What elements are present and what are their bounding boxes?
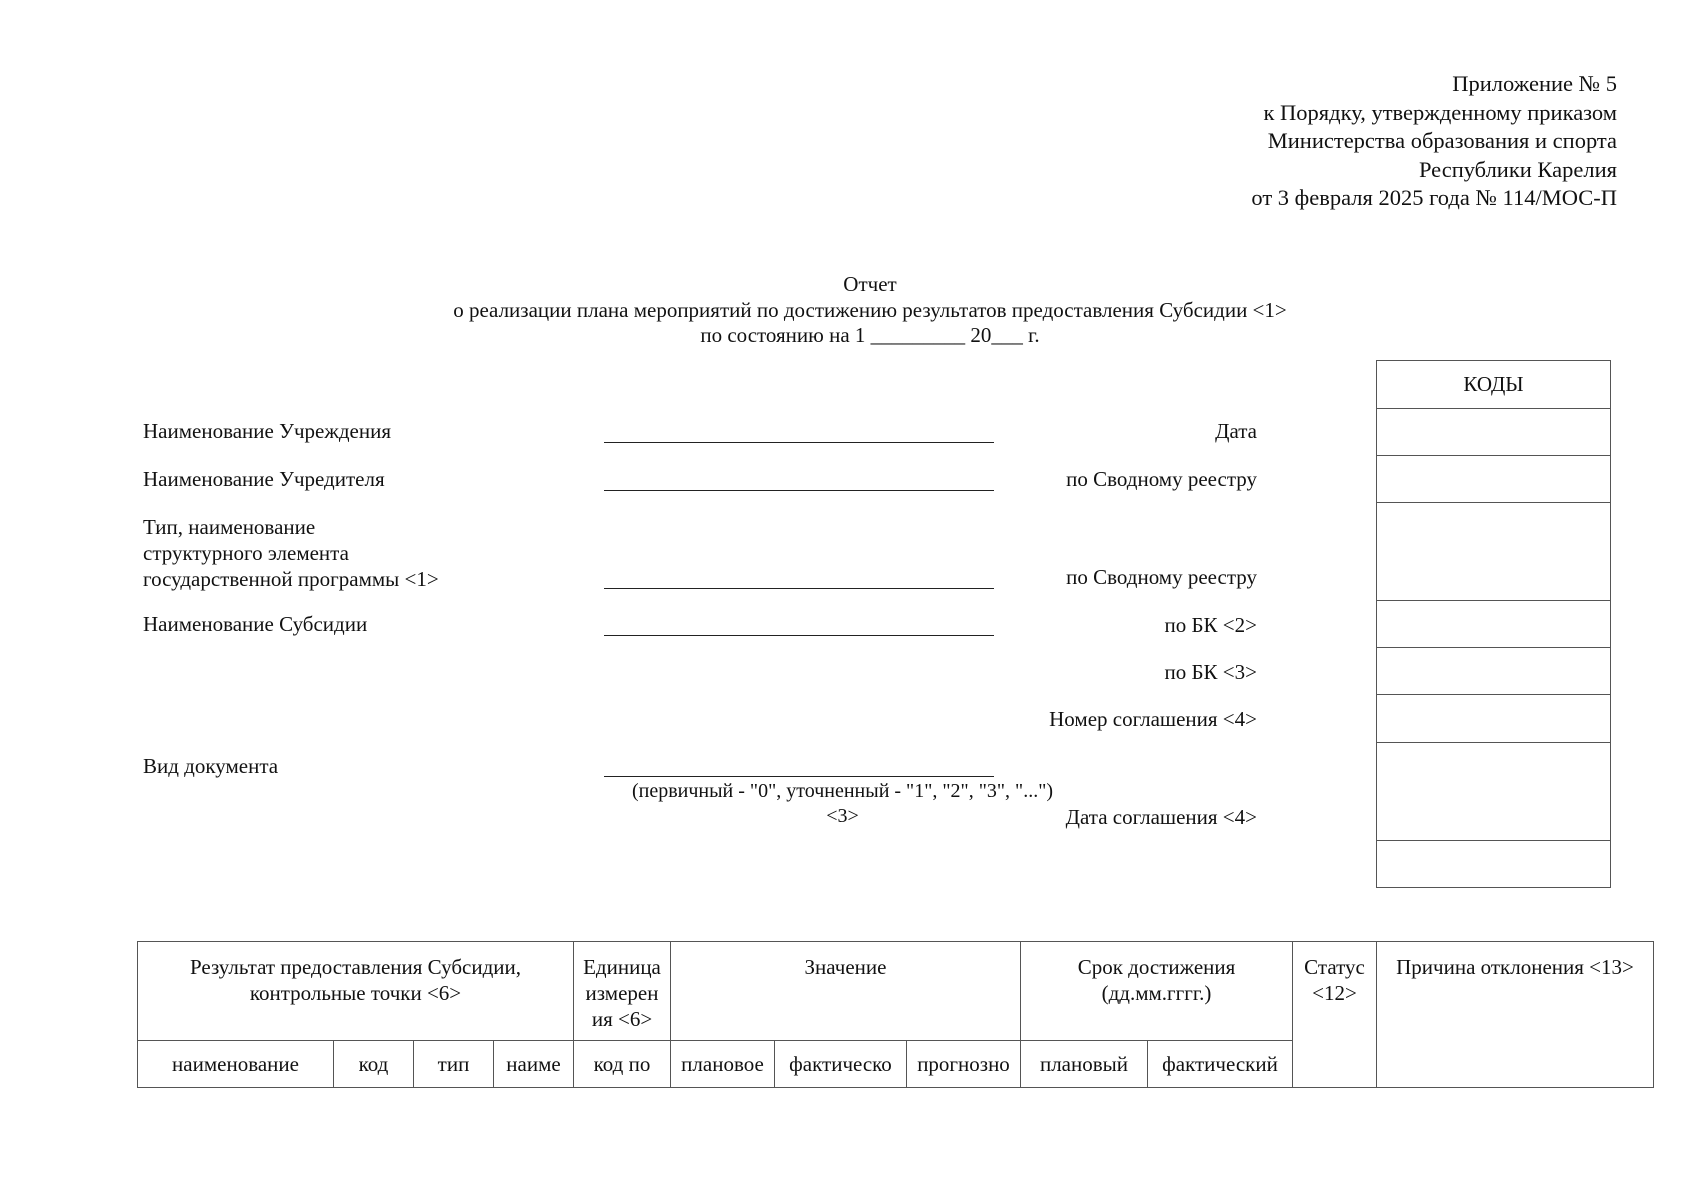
subsidy-field[interactable] bbox=[604, 635, 994, 636]
codes-registry-label-1: по Сводному реестру bbox=[1066, 467, 1257, 491]
doc-type-label: Вид документа bbox=[143, 754, 279, 778]
results-table bbox=[137, 941, 1654, 1088]
program-field[interactable] bbox=[604, 588, 994, 589]
codes-extra-cell[interactable] bbox=[1377, 840, 1610, 887]
subheader-name: наименование bbox=[138, 1041, 334, 1088]
doc-type-hint bbox=[600, 779, 1085, 829]
codes-box bbox=[1376, 360, 1611, 888]
subheader-planned: плановое bbox=[671, 1041, 775, 1088]
subheader-type: тип bbox=[414, 1041, 494, 1088]
codes-registry-cell-1[interactable] bbox=[1377, 455, 1610, 502]
codes-agreement-date-cell[interactable] bbox=[1377, 742, 1610, 840]
founder-label: Наименование Учредителя bbox=[143, 467, 385, 491]
report-title-line-2: о реализации плана мероприятий по достижению результатов предоставления Субсидии <1> bbox=[453, 297, 1287, 322]
value-header: Значение bbox=[671, 942, 1021, 1041]
subsidy-label: Наименование Субсидии bbox=[143, 612, 368, 636]
codes-bk2-cell[interactable] bbox=[1377, 600, 1610, 647]
subheader-code: код bbox=[334, 1041, 414, 1088]
status-header: Статус <12> bbox=[1293, 942, 1377, 1088]
program-label-line-1: Тип, наименование bbox=[143, 515, 316, 539]
approval-line-5: от 3 февраля 2025 года № 114/МОС-П bbox=[1251, 185, 1617, 210]
codes-registry-cell-2[interactable] bbox=[1377, 502, 1610, 600]
result-header: Результат предоставления Субсидии, контрольные точки <6> bbox=[138, 942, 574, 1041]
subheader-actual: фактическо bbox=[775, 1041, 907, 1088]
institution-field[interactable] bbox=[604, 442, 994, 443]
codes-date-label: Дата bbox=[1215, 419, 1257, 443]
doc-type-field[interactable] bbox=[604, 776, 994, 777]
founder-field[interactable] bbox=[604, 490, 994, 491]
reason-header: Причина отклонения <13> bbox=[1377, 942, 1654, 1088]
approval-line-3: Министерства образования и спорта bbox=[1267, 128, 1617, 153]
deadline-header: Срок достижения (дд.мм.гггг.) bbox=[1021, 942, 1293, 1041]
subheader-name-2: наиме bbox=[494, 1041, 574, 1088]
codes-agreement-number-label: Номер соглашения <4> bbox=[1049, 707, 1257, 731]
subheader-deadline-actual: фактический bbox=[1148, 1041, 1293, 1088]
unit-header: Единица измерен ия <6> bbox=[574, 942, 671, 1041]
codes-agreement-date-label: Дата соглашения <4> bbox=[1065, 805, 1257, 829]
approval-block bbox=[1251, 70, 1617, 213]
report-title-line-1: Отчет bbox=[843, 272, 897, 296]
subheader-code-okei: код по bbox=[574, 1041, 671, 1088]
institution-label: Наименование Учреждения bbox=[143, 419, 391, 443]
doc-type-hint-line-1: (первичный - "0", уточненный - "1", "2", "3", "...") bbox=[631, 780, 1054, 802]
subheader-forecast: прогнозно bbox=[907, 1041, 1021, 1088]
doc-type-hint-line-2: <3> bbox=[826, 805, 859, 827]
approval-line-2: к Порядку, утвержденному приказом bbox=[1263, 99, 1617, 125]
program-label-line-2: структурного элемента bbox=[143, 541, 349, 565]
codes-bk3-cell[interactable] bbox=[1377, 647, 1610, 694]
codes-bk3-label: по БК <3> bbox=[1164, 660, 1257, 684]
codes-header: КОДЫ bbox=[1463, 372, 1524, 396]
codes-registry-label-2: по Сводному реестру bbox=[1066, 565, 1257, 589]
subheader-deadline-planned: плановый bbox=[1021, 1041, 1148, 1088]
report-title-line-3: по состоянию на 1 _________ 20___ г. bbox=[700, 323, 1040, 347]
program-label bbox=[143, 514, 439, 592]
codes-bk2-label: по БК <2> bbox=[1164, 613, 1257, 637]
report-title bbox=[0, 272, 1697, 349]
program-label-line-3: государственной программы <1> bbox=[143, 567, 439, 591]
codes-date-cell[interactable] bbox=[1377, 408, 1610, 455]
approval-line-1: Приложение № 5 bbox=[1452, 71, 1617, 96]
approval-line-4: Республики Карелия bbox=[1418, 156, 1617, 182]
codes-agreement-number-cell[interactable] bbox=[1377, 694, 1610, 742]
table-header-row bbox=[138, 942, 1654, 1041]
